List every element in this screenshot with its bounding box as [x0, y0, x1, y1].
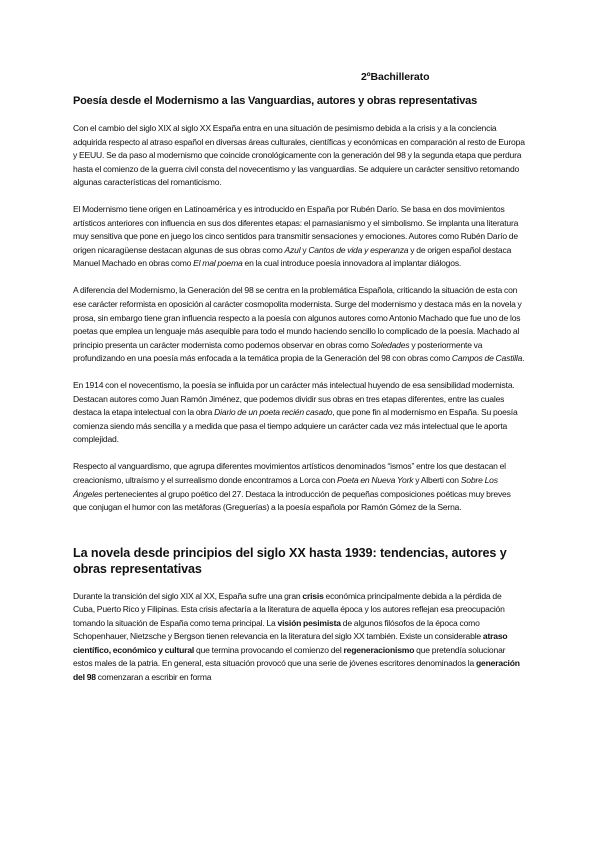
course-label: 2ºBachillerato	[361, 71, 430, 83]
work-title: Soledades	[370, 339, 410, 350]
text-run: .	[522, 353, 525, 364]
key-term: visión pesimista	[277, 617, 341, 628]
text-run: A diferencia del Modernismo, la Generación del 98 se centra en la problemática Española, criticando la situación de esta con ese carácter reformista en oposición al carácter cosmopolita modernista. Surge del modernismo y destaca más en la novela y prosa, sin embargo tiene gran influencia respecto a la poesía con algunos autores como Antonio Machado que fue uno de los poetas que emplea un lenguaje más asequible para todo el mundo haciendo sencillo lo complicado de la poesía. Machado al principio presenta un carácter modernista como podemos observar en obras como	[73, 285, 522, 350]
document-body	[73, 94, 525, 698]
text-run: comenzaran a escribir en forma	[95, 671, 212, 682]
text-run: que termina provocando el comienzo del	[194, 644, 344, 655]
text-run: y	[300, 244, 309, 255]
section-title-poetry: Poesía desde el Modernismo a las Vanguardias, autores y obras representativas	[73, 95, 477, 107]
work-title: Campos de Castilla	[451, 353, 523, 364]
paragraph-vanguardismo	[73, 460, 525, 514]
paragraph-generacion-98	[73, 284, 525, 365]
key-term: crisis	[302, 590, 324, 601]
paragraph-modernismo	[73, 203, 525, 271]
key-term: regeneracionismo	[343, 644, 415, 655]
key-term: generación del 98	[73, 658, 520, 682]
text-run: y Alberti con	[413, 475, 461, 486]
text-run: pertenecientes al grupo poético del 27. Destaca la introducción de pequeñas composiciones poéticas muy breves que conjugan el humor con las metáforas (Greguerías) a la poesía española por Ramón Gómez de la Serna.	[73, 488, 511, 513]
work-title: Azul	[284, 244, 301, 255]
text-run: Respecto al vanguardismo, que agrupa diferentes movimientos artísticos denominados “ismos” entre los que destacan el creacionismo, ultraísmo y el surrealismo donde encontramos a Lorca con	[73, 461, 506, 486]
text-run: económica principalmente debida a la pérdida de Cuba, Puerto Rico y Filipinas. Esta crisis afectaría a la literatura de aquella época y los autores reflejan esa preocupación tomando la situación de España como tema principal. La	[73, 590, 505, 628]
work-title: El mal poema	[193, 258, 243, 269]
text-run: en la cual introduce poesía innovadora al implantar diálogos.	[242, 258, 462, 269]
text-run: de algunos filósofos de la época como Schopenhauer, Nietzsche y Bergson tienen relevancia en la literatura del siglo XX también. Existe un considerable	[73, 617, 483, 642]
key-term: atraso científico, económico y cultural	[73, 631, 508, 655]
paragraph-novecentismo	[73, 379, 525, 447]
work-title: Cantos de vida y esperanza	[308, 244, 409, 255]
text-run: En 1914 con el novecentismo, la poesía se influida por un carácter más intelectual huyendo de esa sensibilidad modernista. Destacan autores como Juan Ramón Jiménez, que podemos dividir sus obras en tres etapas diferentes, entre las cuales destaca la etapa intelectual con la obra	[73, 380, 515, 418]
text-run: que pretendía solucionar estos males de la patria. En general, esta situación provocó que una serie de jóvenes escritores denominados la	[73, 644, 506, 669]
paragraph-intro: Con el cambio del siglo XIX al siglo XX España entra en una situación de pesimismo debida a la crisis y a la conciencia adquirida respecto al atraso español en diversas áreas culturales, científicas y económicas en comparación al resto de Europa y EEUU. Se da paso al modernismo que coincide cronológicamente con la generación del 98 y la segunda etapa que perdura hasta el comienzo de la guerra civil consta del novecentismo y las vanguardias. Se adquiere un carácter sensitivo retomando algunas características del romanticismo.	[73, 123, 525, 188]
text-run: , que pone fin al modernismo en España. Su poesía comienza siendo más sencilla y a medida que pasa el tiempo adquiere un carácter cada vez más intelectual que le aporta complejidad.	[73, 407, 518, 445]
text-run: Durante la transición del siglo XIX al XX, España sufre una gran	[73, 590, 303, 601]
section-title-novel: La novela desde principios del siglo XX hasta 1939: tendencias, autores y obras representativas	[73, 545, 507, 576]
text-run: y de origen español destaca Manuel Machado en obras como	[73, 244, 512, 269]
work-title: Poeta en Nueva York	[337, 475, 414, 486]
work-title: Sobre Los Ángeles	[73, 475, 498, 499]
paragraph-novela-crisis	[73, 590, 525, 685]
text-run: y posteriormente va profundizando en una poesía más enfocada a la temática propia de la Generación del 98 con obras como	[73, 339, 483, 364]
text-run: El Modernismo tiene origen en Latinoamérica y es introducido en España por Rubén Darío. Se basa en dos movimientos artísticos anteriores con influencia en sus dos diferentes etapas: el parnasianismo y el simbolismo. Se implanta una literatura muy sensitiva que pone en juego los cinco sentidos para transmitir sensaciones y emociones. Autores como Rubén Darío de origen nicaragüense destacan algunas de sus obras como	[73, 204, 519, 255]
work-title: Diario de un poeta recién casado	[214, 407, 333, 418]
